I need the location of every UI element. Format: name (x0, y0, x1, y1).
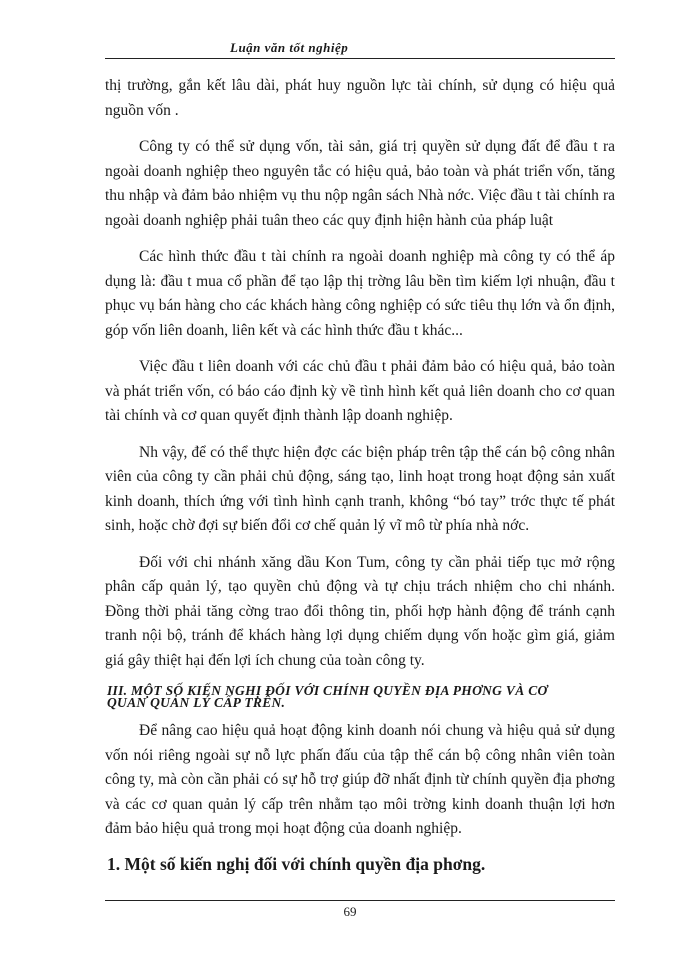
header-divider (105, 58, 615, 59)
section-paragraph: Để nâng cao hiệu quả hoạt động kinh doanh nói chung và hiệu quả sử dụng vốn nói riêng ngoài sự nỗ lực phấn đấu của tập thể cán bộ công nhân viên toàn công ty, mà còn cần phải có sự hỗ trợ giúp đỡ nhất định từ chính quyền địa phơng và các cơ quan quản lý cấp trên nhằm tạo môi trờng kinh doanh thuận lợi hơn đảm bảo hiệu quả trong mọi hoạt động của doanh nghiệp. (105, 722, 615, 837)
page-number: 69 (343, 904, 357, 919)
sub-heading: 1. Một số kiến nghị đối với chính quyền địa phơng. (107, 853, 486, 874)
section-heading (107, 685, 615, 709)
page-header-title: Luận văn tốt nghiệp (230, 40, 349, 55)
paragraph-5: Nh vậy, để có thể thực hiện đợc các biện pháp trên tập thể cán bộ công nhân viên của công ty cần phải chủ động, sáng tạo, linh hoạt trong hoạt động sản xuất kinh doanh, thích ứng với tình hình cạnh tranh, không “bó tay” trớc thực tế phát sinh, hoặc chờ đợi sự biến đổi cơ chế quản lý vĩ mô từ phía nhà nớc. (105, 443, 615, 534)
page-body (105, 74, 615, 875)
paragraph-2: Công ty có thể sử dụng vốn, tài sản, giá trị quyền sử dụng đất để đầu t ra ngoài doanh nghiệp theo nguyên tắc có hiệu quả, bảo toàn và phát triển vốn, tăng thu nhập và đảm bảo nhiệm vụ thu nộp ngân sách Nhà nớc. Việc đầu t tài chính ra ngoài doanh nghiệp phải tuân theo các quy định hiện hành của pháp luật (105, 138, 615, 229)
paragraph-6: Đối với chi nhánh xăng dầu Kon Tum, công ty cần phải tiếp tục mở rộng phân cấp quản lý, tạo quyền chủ động và tự chịu trách nhiệm cho chi nhánh. Đồng thời phải tăng cờng trao đổi thông tin, phối hợp hành động để tránh cạnh tranh nội bộ, tránh để khách hàng lợi dụng chiếm dụng vốn hoặc gìm giá, giảm giá gây thiệt hại đến lợi ích chung của toàn công ty. (105, 553, 615, 669)
paragraph-3: Các hình thức đầu t tài chính ra ngoài doanh nghiệp mà công ty có thể áp dụng là: đầu t mua cổ phần để tạo lập thị trờng lâu bền tìm kiếm lợi nhuận, đầu t phục vụ bán hàng cho các khách hàng công nghiệp có sức tiêu thụ lớn và ổn định, góp vốn liên doanh, liên kết và các hình thức đầu t khác... (105, 248, 615, 339)
section-heading-line-1: III. MỘT SỐ KIẾN NGHỊ ĐỐI VỚI CHÍNH QUYỀN ĐỊA PHƠNG VÀ CƠ (107, 683, 548, 698)
section-heading-line-2: QUAN QUẢN LÝ CẤP TRÊN. (107, 695, 286, 710)
footer-divider (105, 900, 615, 901)
paragraph-4: Việc đầu t liên doanh với các chủ đầu t phải đảm bảo có hiệu quả, bảo toàn và phát triển vốn, có báo cáo định kỳ về tình hình kết quả liên doanh cho cơ quan tài chính và cơ quan quyết định thành lập doanh nghiệp. (105, 358, 615, 424)
paragraph-1: thị trường, gắn kết lâu dài, phát huy nguồn lực tài chính, sử dụng có hiệu quả nguồn vốn . (105, 77, 615, 119)
